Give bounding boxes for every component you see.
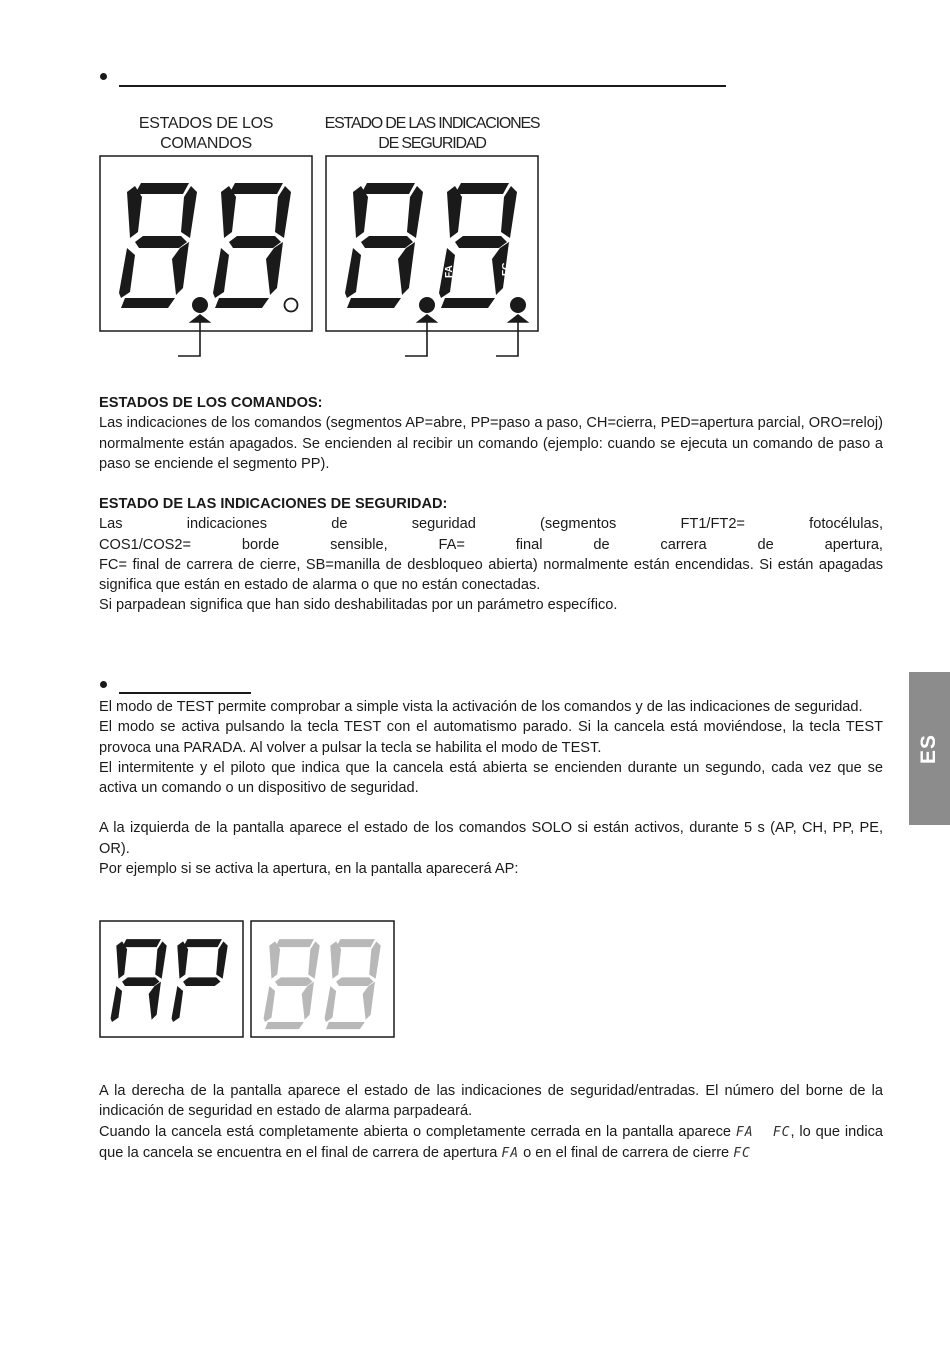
safety-digit-1 (345, 183, 423, 308)
ap-unlit-digit-2 (325, 939, 381, 1029)
caption-commands: ESTADOS DE LOS COMANDOS (138, 115, 274, 152)
safety-line-1: Las indicaciones de seguridad (segmentos FT1/FT2= fotocélulas, (99, 516, 883, 533)
language-tab-label: ES (917, 733, 941, 764)
lcd-fa: FA (501, 1145, 520, 1161)
label-fc: FC (501, 262, 512, 276)
ap-unlit-digit-1 (264, 939, 320, 1029)
test-p5: Por ejemplo si se activa la apertura, en la pantalla aparecerá AP: (99, 861, 519, 878)
display-diagram (95, 150, 555, 365)
test-description (99, 697, 883, 879)
ap-right-box (251, 921, 394, 1037)
safety-dot-fa (419, 297, 435, 313)
section-bullet (100, 73, 107, 80)
safety-heading: ESTADO DE LAS INDICACIONES DE SEGURIDAD: (99, 496, 448, 512)
commands-heading: ESTADOS DE LOS COMANDOS: (99, 395, 323, 411)
test-p3: El intermitente y el piloto que indica que la cancela está abierta se encienden durante un segundo, cada vez que se activa un comando o un dispositivo de seguridad. (99, 759, 883, 797)
label-fa: FA (444, 265, 455, 278)
lcd-fa-fc: FA FC (735, 1124, 791, 1140)
commands-digit-1 (119, 183, 197, 308)
ap-left-box (100, 921, 243, 1037)
pointer-commands (178, 315, 209, 356)
ap-letter-a (111, 939, 167, 1022)
language-tab-es (909, 672, 950, 825)
right-p2: Cuando la cancela está completamente abierta o completamente cerrada en la pantalla aparece FA FC, lo que indica que la cancela se encuentra en el final de carrera de apertura FA o en el final de carrera de cierre FC (99, 1123, 883, 1161)
safety-dot-fc (510, 297, 526, 313)
commands-digit-2 (213, 183, 291, 308)
section-heading-rule (119, 85, 726, 87)
commands-body: Las indicaciones de los comandos (segmentos AP=abre, PP=paso a paso, CH=cierra, PED=apertura parcial, ORO=reloj) normalmente están apagados. Se encienden al recibir un comando (ejemplo: cuando se ejecuta un comando de paso a paso se enciende el segmento PP). (99, 415, 883, 472)
ap-display-example (95, 915, 400, 1043)
test-section-bullet (100, 681, 107, 688)
commands-dot-off (285, 299, 298, 312)
safety-digit-2 (439, 183, 517, 308)
pointer-fa (405, 315, 436, 356)
safety-line-3: FC= final de carrera de cierre, SB=manilla de desbloqueo abierta) normalmente están encendidas. Si están apagadas significa que están en estado de alarma o que no están conectadas. (99, 556, 883, 594)
test-section-rule (119, 692, 251, 694)
pointer-fc (496, 315, 527, 356)
safety-description (99, 494, 883, 616)
safety-line-2: COS1/COS2= borde sensible, FA= final de carrera de apertura, (99, 536, 883, 553)
test-p4: A la izquierda de la pantalla aparece el estado de los comandos SOLO si están activos, durante 5 s (AP, CH, PP, PE, OR). (99, 820, 883, 857)
commands-dot-on (192, 297, 208, 313)
right-p1: A la derecha de la pantalla aparece el estado de las indicaciones de seguridad/entradas. El número del borne de la indicación de seguridad en estado de alarma parpadeará. (99, 1083, 883, 1120)
test-p1: El modo de TEST permite comprobar a simple vista la activación de los comandos y de las indicaciones de seguridad. (99, 699, 863, 715)
ap-letter-p (172, 939, 228, 1022)
safety-line-4: Si parpadean significa que han sido deshabilitadas por un parámetro específico. (99, 597, 618, 614)
lcd-fc: FC (733, 1145, 751, 1161)
test-p2: El modo se activa pulsando la tecla TEST con el automatismo parado. Si la cancela está moviéndose, la tecla TEST provoca una PARADA. Al volver a pulsar la tecla se habilita el modo de TEST. (99, 719, 883, 756)
right-display-description (99, 1081, 883, 1164)
commands-description (99, 393, 883, 474)
caption-safety: ESTADO DE LAS INDICACIONES DE SEGURIDAD (324, 115, 540, 152)
